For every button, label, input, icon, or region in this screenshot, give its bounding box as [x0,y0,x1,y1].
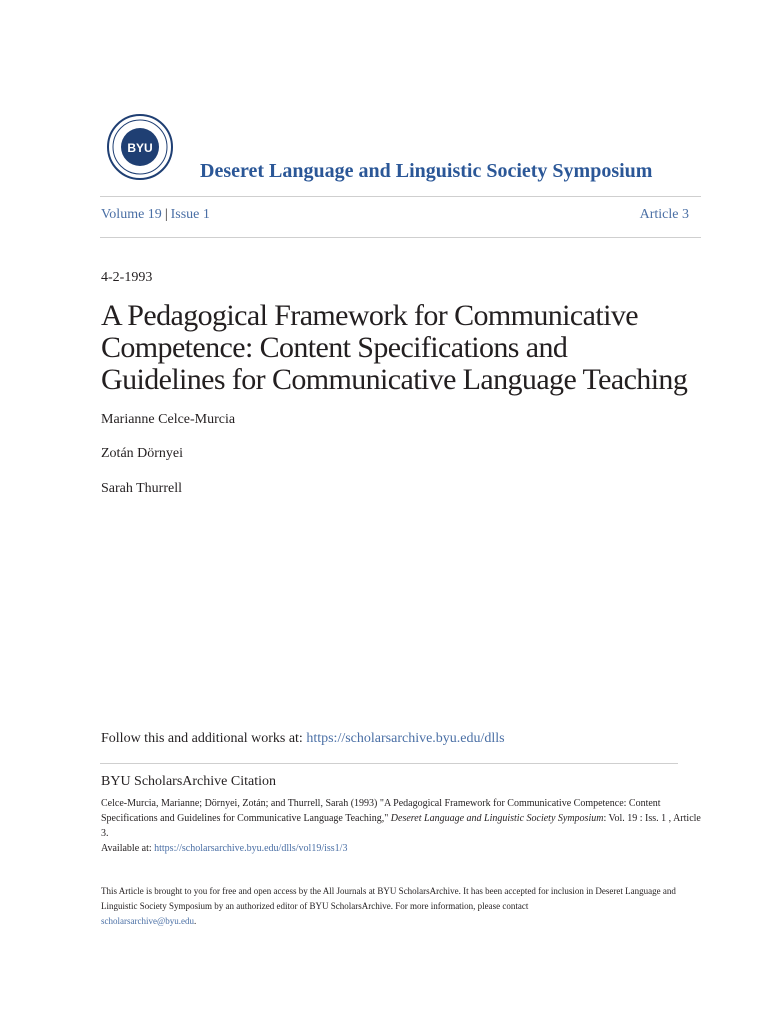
author-name[interactable]: Marianne Celce-Murcia [101,412,236,427]
citation-journal: Deseret Language and Linguistic Society Symposium [390,813,604,824]
volume-link[interactable]: Volume 19 [101,207,162,222]
divider [100,237,701,238]
title-line: Guidelines for Communicative Language Teaching [101,363,688,396]
article-title [101,300,701,396]
author-name[interactable]: Zotán Dörnyei [101,446,184,461]
svg-text:BYU: BYU [127,141,153,155]
byu-seal-logo [107,114,173,180]
separator: | [164,207,168,222]
citation-tail: : Vol. 19 : Iss. 1 , Article 3. [101,813,701,839]
citation-text [101,796,701,856]
available-link[interactable]: https://scholarsarchive.byu.edu/dlls/vol19/iss1/3 [154,843,348,854]
citation-heading: BYU ScholarsArchive Citation [101,774,276,789]
author-name[interactable]: Sarah Thurrell [101,481,182,496]
divider [100,196,701,197]
title-line: A Pedagogical Framework for Communicative [101,299,638,332]
issue-link[interactable]: Issue 1 [170,207,210,222]
publication-date: 4-2-1993 [101,270,153,285]
available-label: Available at: [101,843,152,854]
journal-title[interactable]: Deseret Language and Linguistic Society Symposium [200,160,653,182]
citation-body: Celce-Murcia, Marianne; Dörnyei, Zotán; and Thurrell, Sarah (1993) "A Pedagogical Framework for Communicative Competence: Content Specifications and Guidelines for Communicative Language Teaching," [101,798,661,824]
volume-issue [101,207,210,223]
follow-link[interactable]: https://scholarsarchive.byu.edu/dlls [306,731,505,746]
divider [100,763,678,764]
access-notice [101,884,701,929]
follow-line [101,731,505,747]
footer-period: . [194,916,197,926]
article-link[interactable]: Article 3 [639,207,689,222]
follow-label: Follow this and additional works at: [101,731,303,746]
contact-email-link[interactable]: scholarsarchive@byu.edu [101,916,195,926]
access-notice-text: This Article is brought to you for free and open access by the All Journals at BYU ScholarsArchive. It has been accepted for inclusion in Deseret Language and Linguistic Society Symposium by an authorized editor of BYU ScholarsArchive. For more information, please contact [101,886,676,911]
title-line: Competence: Content Specifications and [101,331,568,364]
